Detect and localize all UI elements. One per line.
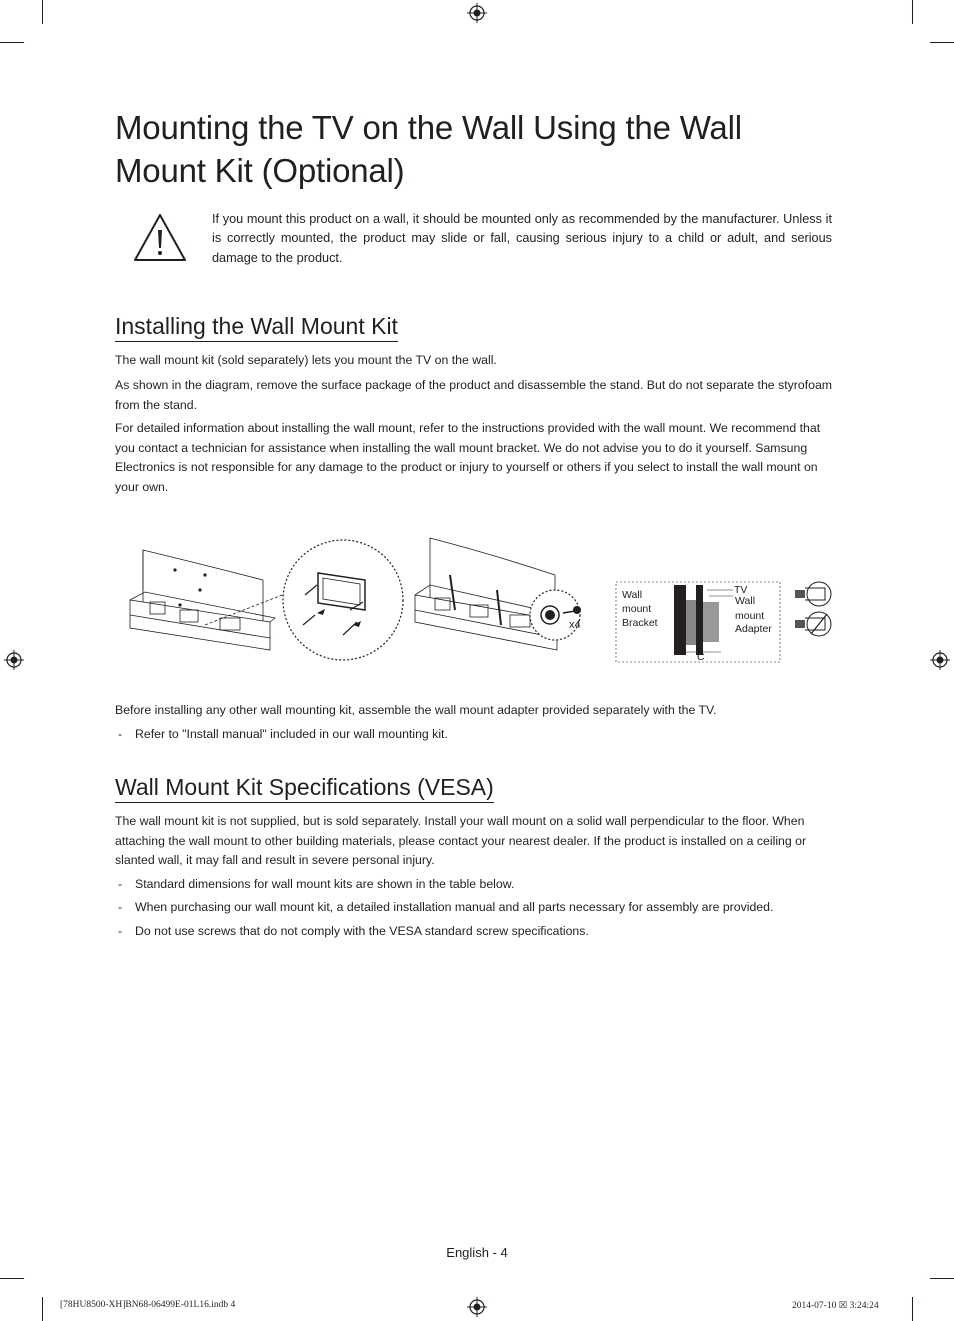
paragraph: Before installing any other wall mounting kit, assemble the wall mount adapter provided separately with the TV. (115, 703, 717, 717)
tv-back-illustration-1 (130, 550, 295, 650)
bullet-item (118, 922, 589, 942)
crop-mark (0, 42, 24, 43)
bracket-label-line: Wall (622, 589, 643, 601)
section-heading-installing: Installing the Wall Mount Kit (115, 312, 398, 342)
page-number: English - 4 (446, 1245, 508, 1260)
screw-count-label: x4 (569, 619, 581, 631)
crop-mark (0, 1278, 24, 1279)
warning-triangle-icon (132, 212, 188, 264)
note-text: Refer to "Install manual" included in our wall mounting kit. (135, 727, 448, 741)
bullet-text: Do not use screws that do not comply with the VESA standard screw specifications. (135, 924, 589, 938)
bullet-dash: - (118, 924, 123, 938)
crop-mark (912, 1297, 913, 1321)
note-item (118, 725, 448, 745)
paragraph: For detailed information about installing the wall mount, refer to the instructions provided with the wall mount. We recommend that you contact a technician for assistance when installing the wall mount bracket. We do not advise you to do it yourself. Samsung Electronics is not responsible for any damage to the product or injury to yourself or others if you select to install the wall mount on your own. (115, 421, 821, 494)
registration-mark-icon (467, 3, 487, 23)
paragraph: As shown in the diagram, remove the surface package of the product and disassemble the stand. But do not separate the styrofoam from the stand. (115, 378, 833, 412)
dimension-c-label: C (697, 651, 705, 663)
adapter-label-line: mount (735, 610, 765, 622)
paragraph: The wall mount kit is not supplied, but is sold separately. Install your wall mount on a solid wall perpendicular to the floor. When attaching the wall mount to other building materials, please contact your nearest dealer. If the product is installed on a ceiling or slanted wall, it may fall and result in severe personal injury. (115, 814, 807, 867)
paragraph: The wall mount kit (sold separately) lets you mount the TV on the wall. (115, 353, 497, 367)
bullet-text: When purchasing our wall mount kit, a detailed installation manual and all parts necessary for assembly are provided. (135, 900, 774, 914)
crop-mark (912, 0, 913, 24)
screw-magnify-detail (530, 590, 581, 640)
registration-mark-icon (4, 650, 24, 670)
crop-mark (930, 42, 954, 43)
crop-mark (930, 1278, 954, 1279)
bracket-label-line: Bracket (622, 617, 658, 629)
warning-text: If you mount this product on a wall, it should be mounted only as recommended by the manufacturer. Unless it is correctly mounted, the product may slide or fall, causing serious injury to a child or adult, and serious damage to the product. (212, 212, 832, 265)
registration-mark-icon (467, 1297, 487, 1317)
bracket-label-line: mount (622, 603, 652, 615)
magnified-bracket-detail (283, 540, 403, 660)
bullet-dash: - (118, 877, 123, 891)
registration-mark-icon (930, 650, 950, 670)
print-file-name: [78HU8500-XH]BN68-06499E-01L16.indb 4 (60, 1300, 236, 1310)
crop-mark (42, 1297, 43, 1321)
crop-mark (42, 0, 43, 24)
print-timestamp: 2014-07-10 ☒ 3:24:24 (792, 1301, 879, 1311)
bullet-text: Standard dimensions for wall mount kits are shown in the table below. (135, 877, 515, 891)
bullet-dash: - (118, 727, 123, 741)
bullet-item (118, 875, 514, 895)
bullet-item (118, 898, 773, 918)
bullet-dash: - (118, 900, 123, 914)
screw-ok-icon (795, 582, 831, 606)
wall-mount-diagram (125, 530, 845, 680)
page-title: Mounting the TV on the Wall Using the Wall Mount Kit (Optional) (115, 109, 742, 189)
tv-label: TV (734, 584, 748, 596)
adapter-label-line: Wall (735, 595, 756, 607)
adapter-label-line: Adapter (735, 623, 772, 635)
section-heading-vesa: Wall Mount Kit Specifications (VESA) (115, 773, 494, 803)
screw-not-ok-icon (795, 612, 831, 636)
